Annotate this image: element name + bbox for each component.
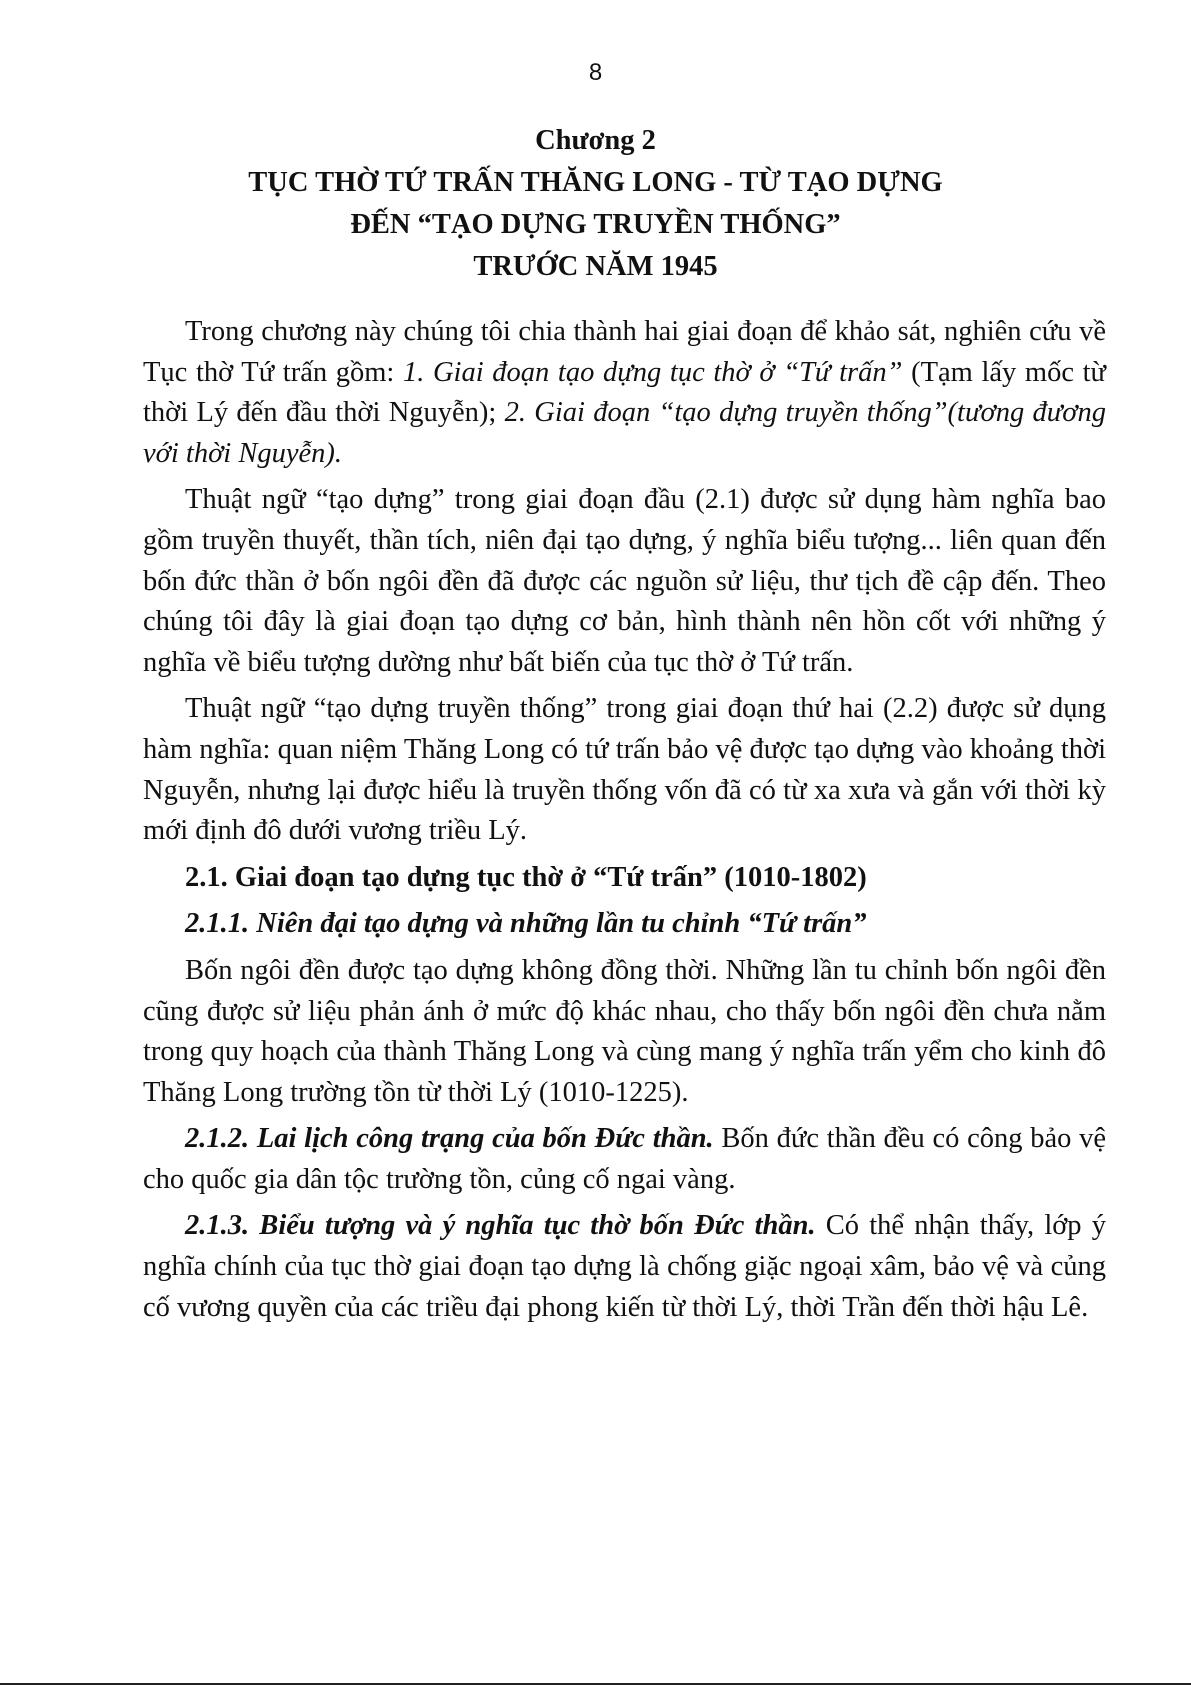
intro-p1-italic-stage-1: 1. Giai đoạn tạo dựng tục thờ ở “Tứ trấn” [402,356,903,388]
subsection-2-1-2-heading: 2.1.2. Lai lịch công trạng của bốn Đức thần. [185,1123,714,1155]
subsection-2-1-3 [143,1206,1106,1328]
subsection-2-1-2 [143,1119,1106,1200]
chapter-title-line-3: TRƯỚC NĂM 1945 [473,251,718,282]
chapter-heading [130,120,1061,288]
intro-p1-text-a: Trong chương này chúng tôi chia thành hai giai đoạn để khảo sát, nghiên cứu về Tục thờ Tứ trấn gồm: [143,316,1106,388]
intro-paragraph-2: Thuật ngữ “tạo dựng” trong giai đoạn đầu (2.1) được sử dụng hàm nghĩa bao gồm truyền thuyết, thần tích, niên đại tạo dựng, ý nghĩa biểu tượng... liên quan đến bốn đức thần ở bốn ngôi đền đã được các nguồn sử liệu, thư tịch đề cập đến. Theo chúng tôi đây là giai đoạn tạo dựng cơ bản, hình thành nên hồn cốt với những ý nghĩa về biểu tượng dường như bất biến của tục thờ ở Tứ trấn. [143,484,1106,678]
subsection-2-1-3-text: Có thể nhận thấy, lớp ý nghĩa chính của tục thờ giai đoạn tạo dựng là chống giặc ngoại xâm, bảo vệ và củng cố vương quyền của các triều đại phong kiến từ thời Lý, thời Trần đến thời hậu Lê. [143,1210,1106,1323]
subsection-2-1-1-heading: 2.1.1. Niên đại tạo dựng và những lần tu chỉnh “Tứ trấn” [185,908,867,940]
subsection-2-1-3-heading: 2.1.3. Biểu tượng và ý nghĩa tục thờ bốn Đức thần. [185,1210,816,1242]
chapter-title-line-1: TỤC THỜ TỨ TRẤN THĂNG LONG - TỪ TẠO DỰNG [248,167,943,198]
chapter-label: Chương 2 [535,125,656,156]
chapter-title-line-2: ĐẾN “TẠO DỰNG TRUYỀN THỐNG” [350,209,841,240]
intro-p1-text-c: (Tạm lấy mốc từ thời Lý đến đầu thời Nguyễn); [143,356,1106,429]
intro-paragraph-3: Thuật ngữ “tạo dựng truyền thống” trong giai đoạn thứ hai (2.2) được sử dụng hàm nghĩa: quan niệm Thăng Long có tứ trấn bảo vệ được tạo dựng vào khoảng thời Nguyễn, nhưng lại được hiểu là truyền thống vốn đã có từ xa xưa và gắn với thời kỳ mới định đô dưới vương triều Lý. [143,693,1106,847]
intro-paragraph-1 [143,312,1106,474]
subsection-2-1-1-text: Bốn ngôi đền được tạo dựng không đồng thời. Những lần tu chỉnh bốn ngôi đền cũng được sử liệu phản ánh ở mức độ khác nhau, cho thấy bốn ngôi đền chưa nằm trong quy hoạch của thành Thăng Long và cùng mang ý nghĩa trấn yểm cho kinh đô Thăng Long trường tồn từ thời Lý (1010-1225). [143,954,1106,1108]
subsection-2-1-2-text: Bốn đức thần đều có công bảo vệ cho quốc gia dân tộc trường tồn, củng cố ngai vàng. [143,1123,1106,1195]
page-number: 8 [588,59,603,86]
section-2-1-heading: 2.1. Giai đoạn tạo dựng tục thờ ở “Tứ trấn” (1010-1802) [185,861,867,893]
intro-p1-italic-stage-2: 2. Giai đoạn “tạo dựng truyền thống”(tương đương với thời Nguyễn). [143,397,1106,469]
body-text [143,312,1106,1334]
